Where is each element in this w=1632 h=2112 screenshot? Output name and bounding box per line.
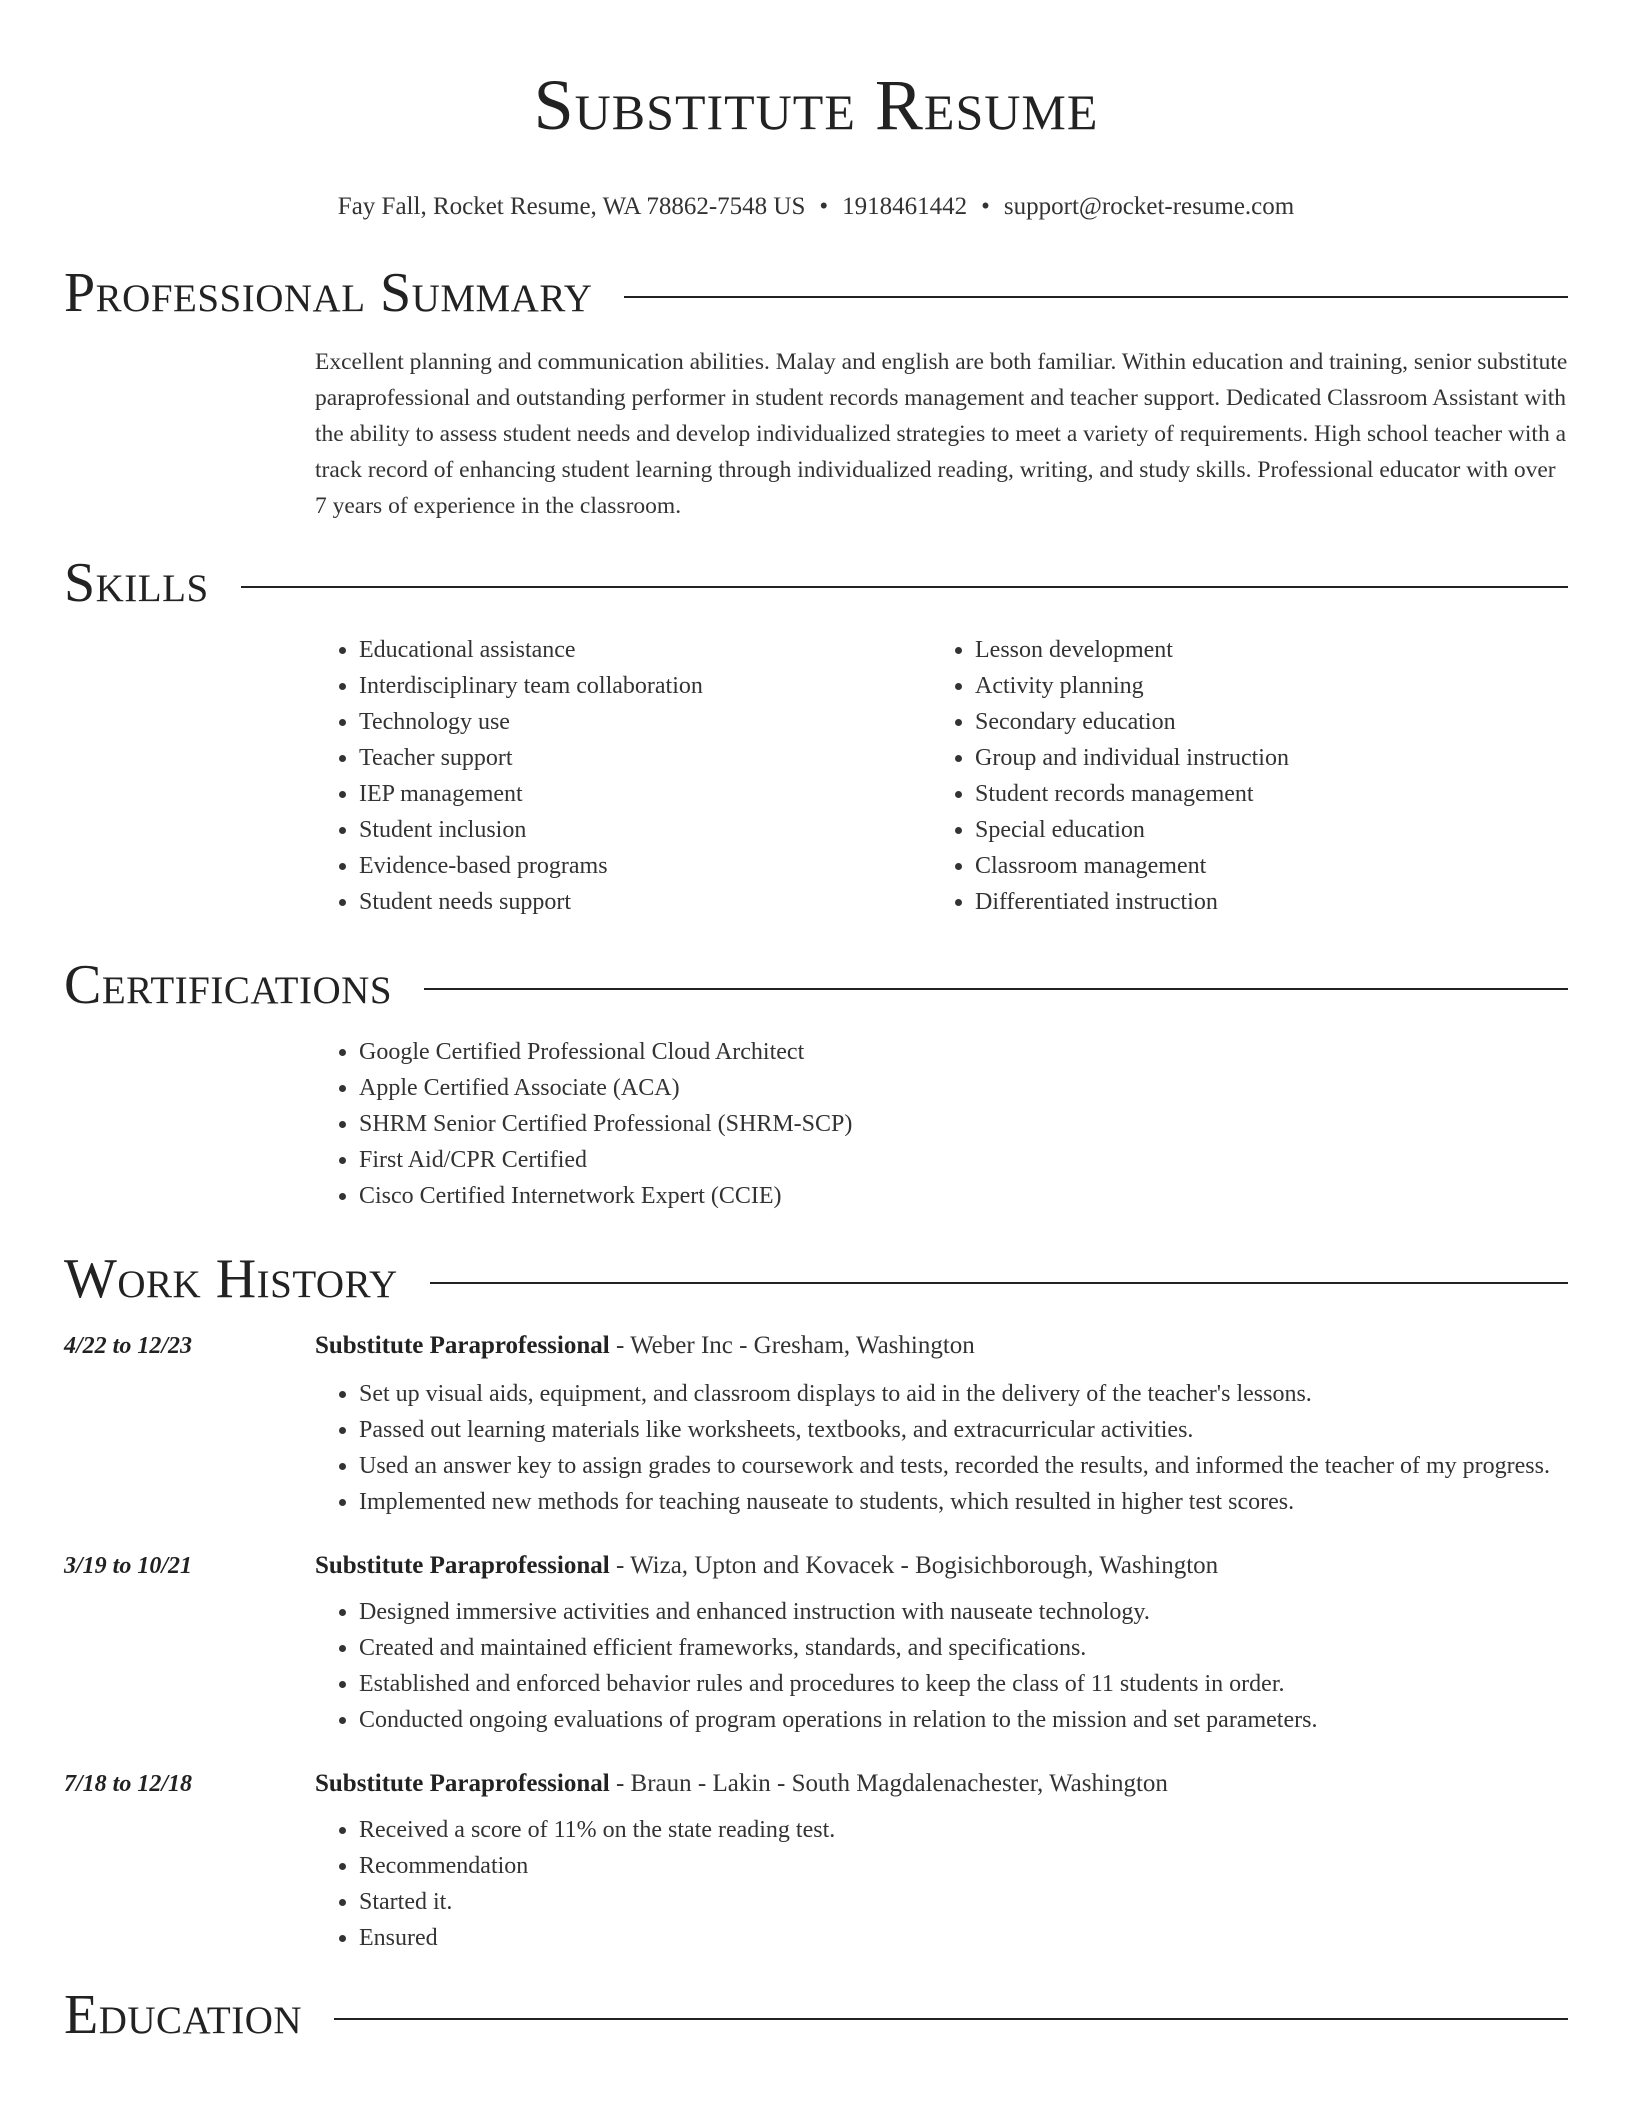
skill-item: • Lesson development (975, 632, 1547, 668)
job-duties (315, 1812, 1568, 1956)
job-duty: • Started it. (359, 1884, 1568, 1920)
contact-email[interactable]: support@rocket-resume.com (1003, 193, 1295, 220)
summary-text: Excellent planning and communication abilities. Malay and english are both familiar. Within education and training, senior substitute paraprofessional and outstanding performer in student records management and teacher support. Dedicated Classroom Assistant with the ability to assess student needs and develop individualized strategies to meet a variety of requirements. High school teacher with a track record of enhancing student learning through individualized reading, writing, and study skills. Professional educator with over 7 years of experience in the classroom. (315, 349, 1568, 519)
job-employer: - Braun - Lakin - South Magdalenachester, Washington (609, 1770, 1168, 1797)
resume-title: Substitute Resume (533, 65, 1099, 145)
contact-separator: • (819, 193, 829, 220)
job-duty: • Designed immersive activities and enhanced instruction with nauseate technology. (359, 1594, 1568, 1630)
work-heading: Work History (64, 1248, 398, 1310)
contact-line (64, 190, 1568, 224)
skill-item: • Secondary education (975, 704, 1547, 740)
job-dates: 7/18 to 12/18 (64, 1771, 193, 1797)
job-entry (64, 1770, 1568, 1798)
certifications-heading: Certifications (64, 954, 393, 1016)
skills-list (315, 632, 1568, 920)
summary-heading: Professional Summary (64, 262, 593, 324)
job-duty: • Conducted ongoing evaluations of program operations in relation to the mission and set parameters. (359, 1702, 1568, 1738)
certifications-section-header (64, 950, 1568, 1020)
contact-separator: • (981, 193, 990, 220)
job-dates: 3/19 to 10/21 (64, 1553, 193, 1579)
certification-item: • Cisco Certified Internetwork Expert (CCIE) (359, 1178, 1568, 1214)
skill-item: • Student needs support (359, 884, 931, 920)
job-entry (64, 1552, 1568, 1580)
education-section-header (64, 1980, 1568, 2050)
certification-item: • First Aid/CPR Certified (359, 1142, 1568, 1178)
job-role (315, 1552, 1218, 1580)
job-duty: • Received a score of 11% on the state reading test. (359, 1812, 1568, 1848)
job-title: Substitute Paraprofessional (315, 1770, 610, 1797)
section-divider (334, 2018, 1568, 2020)
job-duties (315, 1376, 1568, 1520)
job-duty: • Recommendation (359, 1848, 1568, 1884)
job-duty: • Used an answer key to assign grades to coursework and tests, recorded the results, and informed the teacher of my progress. (359, 1448, 1568, 1484)
job-role (315, 1332, 975, 1360)
skill-item: • Educational assistance (359, 632, 931, 668)
job-duty: • Created and maintained efficient frameworks, standards, and specifications. (359, 1630, 1568, 1666)
job-role (315, 1770, 1168, 1798)
skills-column-right (931, 632, 1547, 920)
job-duty: • Established and enforced behavior rules and procedures to keep the class of 11 students in order. (359, 1666, 1568, 1702)
job-title: Substitute Paraprofessional (315, 1332, 610, 1359)
skills-heading: Skills (64, 552, 209, 614)
skill-item: • Teacher support (359, 740, 931, 776)
job-duty: • Implemented new methods for teaching nauseate to students, which resulted in higher test scores. (359, 1484, 1568, 1520)
work-section-header (64, 1244, 1568, 1314)
section-divider (624, 296, 1568, 298)
skill-item: • Special education (975, 812, 1547, 848)
certifications-list (315, 1034, 1568, 1214)
job-duty: • Passed out learning materials like worksheets, textbooks, and extracurricular activities. (359, 1412, 1568, 1448)
contact-address: Fay Fall, Rocket Resume, WA 78862-7548 US (337, 193, 806, 220)
skill-item: • Evidence-based programs (359, 848, 931, 884)
skill-item: • Technology use (359, 704, 931, 740)
job-duty: • Set up visual aids, equipment, and classroom displays to aid in the delivery of the teacher's lessons. (359, 1376, 1568, 1412)
skill-item: • IEP management (359, 776, 931, 812)
job-employer: - Weber Inc - Gresham, Washington (609, 1332, 975, 1359)
skill-item: • Differentiated instruction (975, 884, 1547, 920)
job-duty: • Ensured (359, 1920, 1568, 1956)
job-duties (315, 1594, 1568, 1738)
skill-item: • Classroom management (975, 848, 1547, 884)
certification-item: • Google Certified Professional Cloud Architect (359, 1034, 1568, 1070)
section-divider (430, 1282, 1568, 1284)
skill-item: • Group and individual instruction (975, 740, 1547, 776)
education-heading: Education (64, 1984, 303, 2046)
certification-item: • Apple Certified Associate (ACA) (359, 1070, 1568, 1106)
certification-item: • SHRM Senior Certified Professional (SHRM-SCP) (359, 1106, 1568, 1142)
resume-page (64, 0, 1568, 2050)
skill-item: • Interdisciplinary team collaboration (359, 668, 931, 704)
job-title: Substitute Paraprofessional (315, 1552, 610, 1579)
job-employer: - Wiza, Upton and Kovacek - Bogisichborough, Washington (609, 1552, 1219, 1579)
contact-phone: 1918461442 (842, 193, 968, 220)
job-entry (64, 1332, 1568, 1360)
job-dates: 4/22 to 12/23 (64, 1333, 193, 1359)
summary-section-header (64, 258, 1568, 328)
skill-item: • Activity planning (975, 668, 1547, 704)
skill-item: • Student records management (975, 776, 1547, 812)
section-divider (424, 988, 1568, 990)
skills-section-header (64, 548, 1568, 618)
section-divider (241, 586, 1568, 588)
skill-item: • Student inclusion (359, 812, 931, 848)
skills-column-left (315, 632, 931, 920)
